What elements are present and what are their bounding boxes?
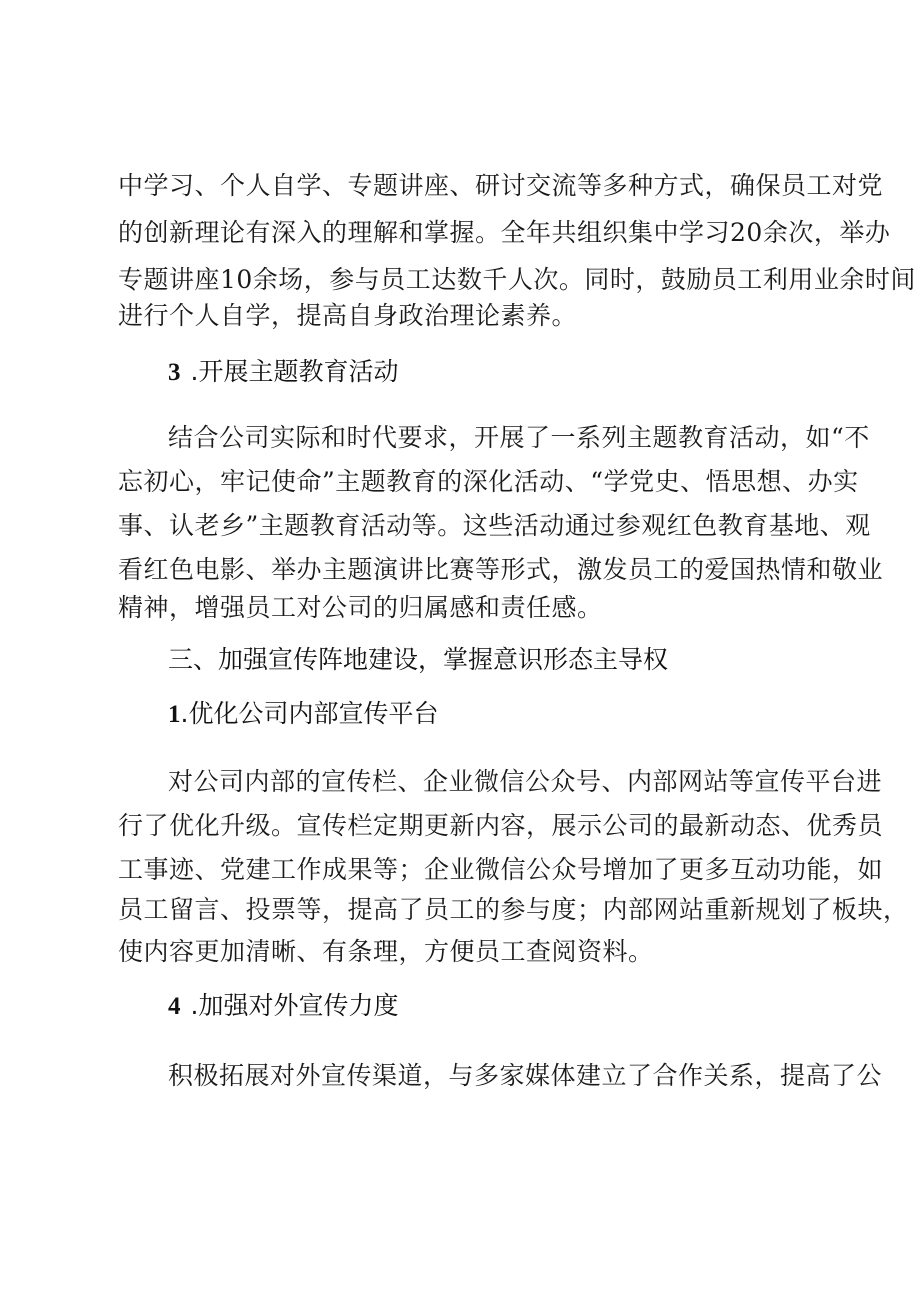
heading-text: .开展主题教育活动 bbox=[190, 357, 399, 386]
paragraph-line: 积极拓展对外宣传渠道，与多家媒体建立了合作关系，提高了公 bbox=[168, 1061, 883, 1090]
paragraph-line: 进行个人自学，提高自身政治理论素养。 bbox=[118, 301, 578, 330]
heading-text: .优化公司内部宣传平台 bbox=[180, 699, 439, 728]
paragraph-line: 工事迹、党建工作成果等；企业微信公众号增加了更多互动功能，如 bbox=[118, 855, 884, 884]
heading-text: .加强对外宣传力度 bbox=[190, 991, 399, 1020]
paragraph-line: 员工留言、投票等，提高了员工的参与度；内部网站重新规划了板块， bbox=[118, 895, 909, 924]
paragraph-line: 看红色电影、举办主题演讲比赛等形式，激发员工的爱国热情和敬业 bbox=[118, 555, 884, 584]
paragraph-line: 对公司内部的宣传栏、企业微信公众号、内部网站等宣传平台进 bbox=[168, 767, 883, 796]
paragraph-line: 精神，增强员工对公司的归属感和责任感。 bbox=[118, 593, 603, 622]
heading-number: 4 bbox=[168, 993, 181, 1020]
paragraph-line: 专题讲座10余场，参与员工达数千人次。同时，鼓励员工利用业余时间 bbox=[118, 265, 916, 294]
paragraph-line: 忘初心，牢记使命”主题教育的深化活动、“学党史、悟思想、办实 bbox=[118, 467, 859, 496]
paragraph-line: 结合公司实际和时代要求，开展了一系列主题教育活动，如“不 bbox=[168, 423, 870, 452]
section-heading-propaganda: 三、加强宣传阵地建设，掌握意识形态主导权 bbox=[168, 645, 669, 674]
heading-number: 3 bbox=[168, 359, 181, 386]
heading-theme-education bbox=[168, 354, 398, 391]
paragraph-line: 事、认老乡”主题教育活动等。这些活动通过参观红色教育基地、观 bbox=[118, 511, 871, 540]
paragraph-line: 使内容更加清晰、有条理，方便员工查阅资料。 bbox=[118, 937, 654, 966]
heading-number: 1 bbox=[168, 701, 181, 728]
paragraph-line: 行了优化升级。宣传栏定期更新内容，展示公司的最新动态、优秀员 bbox=[118, 811, 884, 840]
heading-internal-platform bbox=[168, 696, 438, 733]
paragraph-line: 中学习、个人自学、专题讲座、研讨交流等多种方式，确保员工对党 bbox=[118, 171, 884, 200]
heading-external-publicity bbox=[168, 988, 398, 1025]
paragraph-line: 的创新理论有深入的理解和掌握。全年共组织集中学习20余次，举办 bbox=[118, 218, 891, 247]
